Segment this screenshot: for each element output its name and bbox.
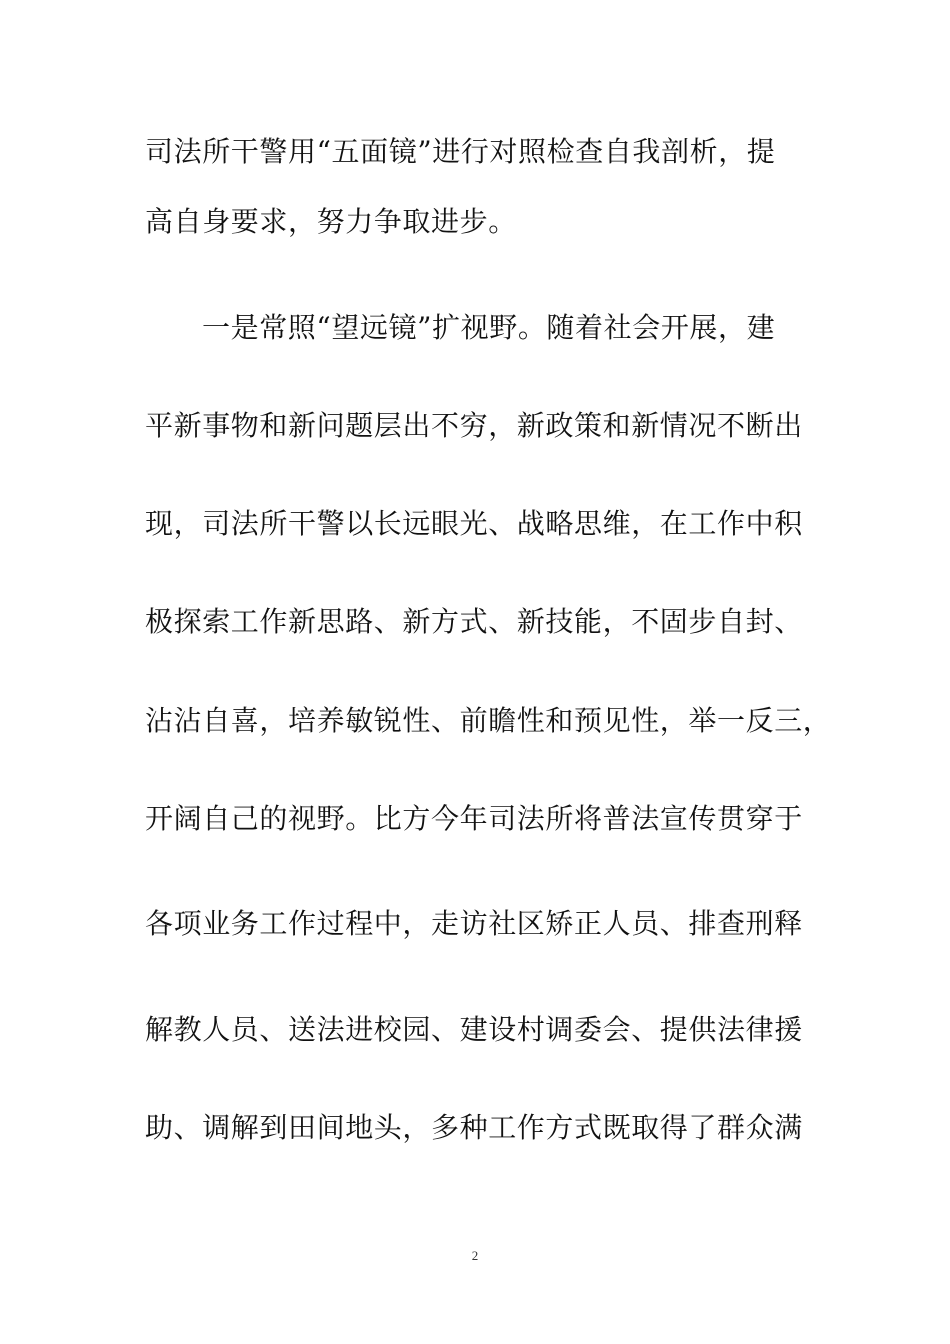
text-line-8: 开阔自己的视野。比方今年司法所将普法宣传贯穿于 bbox=[145, 802, 803, 835]
text-line-11: 助、调解到田间地头，多种工作方式既取得了群众满 bbox=[145, 1111, 803, 1144]
text-line-3: 一是常照“望远镜”扩视野。随着社会开展，建 bbox=[202, 311, 776, 344]
text-line-10: 解教人员、送法进校园、建设村调委会、提供法律援 bbox=[145, 1013, 803, 1046]
text-line-4: 平新事物和新问题层出不穷，新政策和新情况不断出 bbox=[145, 409, 803, 442]
text-line-9: 各项业务工作过程中，走访社区矫正人员、排查刑释 bbox=[145, 907, 803, 940]
text-line-1: 司法所干警用“五面镜”进行对照检查自我剖析，提 bbox=[145, 135, 776, 168]
text-line-7: 沾沾自喜，培养敏锐性、前瞻性和预见性，举一反三， bbox=[145, 704, 832, 737]
text-line-5: 现，司法所干警以长远眼光、战略思维，在工作中积 bbox=[145, 507, 803, 540]
text-line-6: 极探索工作新思路、新方式、新技能，不固步自封、 bbox=[145, 605, 803, 638]
text-line-2: 高自身要求，努力争取进步。 bbox=[145, 205, 517, 238]
page-number: 2 bbox=[471, 1248, 479, 1263]
